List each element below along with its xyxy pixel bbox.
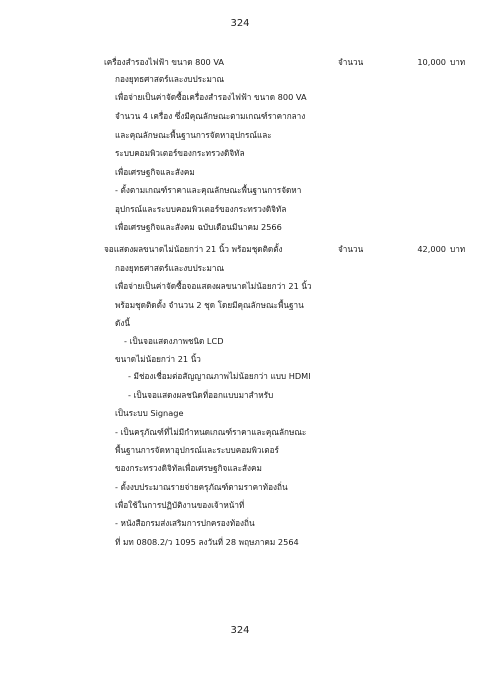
item-amount: 42,000 (417, 244, 446, 254)
quantity-label: จำนวน (338, 57, 364, 67)
item-line: ระบบคอมพิวเตอร์ของกระทรวงดิจิทัล (115, 148, 245, 158)
item-line: ขนาดไม่น้อยกว่า 21 นิ้ว (115, 354, 201, 364)
item-line: - หนังสือกรมส่งเสริมการปกครองท้องถิ่น (115, 518, 255, 528)
item-line: - ตั้งงบประมาณรายจ่ายครุภัณฑ์ตามราคาท้องถิ่น (115, 482, 288, 492)
item-line: กองยุทธศาสตร์และงบประมาณ (115, 74, 225, 84)
item-line: เพื่อจ่ายเป็นค่าจัดซื้อเครื่องสำรองไฟฟ้า ขนาด 800 VA (115, 92, 307, 102)
item-line: เพื่อใช้ในการปฏิบัติงานของเจ้าหน้าที่ (115, 500, 245, 510)
item-line: พื้นฐานการจัดหาอุปกรณ์และระบบคอมพิวเตอร์ (115, 445, 279, 455)
item-line: กองยุทธศาสตร์และงบประมาณ (115, 263, 225, 273)
page-number-bottom: 324 (230, 625, 250, 636)
item-line: - เป็นจอแสดงผลชนิดที่ออกแบบมาสำหรับ (128, 390, 274, 400)
item-line: เพื่อจ่ายเป็นค่าจัดซื้อจอแสดงผลขนาดไม่น้อยกว่า 21 นิ้ว (115, 281, 312, 291)
item-line: ดังนี้ (115, 318, 130, 328)
item-line: และคุณลักษณะพื้นฐานการจัดหาอุปกรณ์และ (115, 130, 272, 140)
item-title: จอแสดงผลขนาดไม่น้อยกว่า 21 นิ้ว พร้อมชุดติดตั้ง (104, 244, 283, 254)
item-line: ที่ มท 0808.2/ว 1095 ลงวันที่ 28 พฤษภาคม 2564 (115, 537, 299, 547)
item-line: เป็นระบบ Signage (115, 408, 184, 418)
currency-unit: บาท (450, 244, 466, 254)
item-line: เพื่อเศรษฐกิจและสังคม ฉบับเดือนมีนาคม 2566 (115, 222, 282, 232)
page-number-top: 324 (230, 18, 250, 29)
item-line: - เป็นจอแสดงภาพชนิด LCD (124, 336, 224, 346)
item-title: เครื่องสำรองไฟฟ้า ขนาด 800 VA (104, 57, 225, 67)
item-line: พร้อมชุดติดตั้ง จำนวน 2 ชุด โดยมีคุณลักษณะพื้นฐาน (115, 300, 304, 310)
item-line: อุปกรณ์และระบบคอมพิวเตอร์ของกระทรวงดิจิทัล (115, 204, 287, 214)
item-line: จำนวน 4 เครื่อง ซึ่งมีคุณลักษณะตามเกณฑ์ราคากลาง (115, 111, 306, 121)
item-amount: 10,000 (417, 57, 446, 67)
quantity-label: จำนวน (338, 244, 364, 254)
item-line: - ตั้งตามเกณฑ์ราคาและคุณลักษณะพื้นฐานการจัดหา (115, 185, 302, 195)
item-line: เพื่อเศรษฐกิจและสังคม (115, 167, 195, 177)
item-line: ของกระทรวงดิจิทัลเพื่อเศรษฐกิจและสังคม (115, 463, 262, 473)
item-line: - มีช่องเชื่อมต่อสัญญาณภาพไม่น้อยกว่า แบบ HDMI (128, 371, 311, 381)
currency-unit: บาท (450, 57, 466, 67)
item-line: - เป็นครุภัณฑ์ที่ไม่มีกำหนดเกณฑ์ราคาและคุณลักษณะ (115, 427, 307, 437)
